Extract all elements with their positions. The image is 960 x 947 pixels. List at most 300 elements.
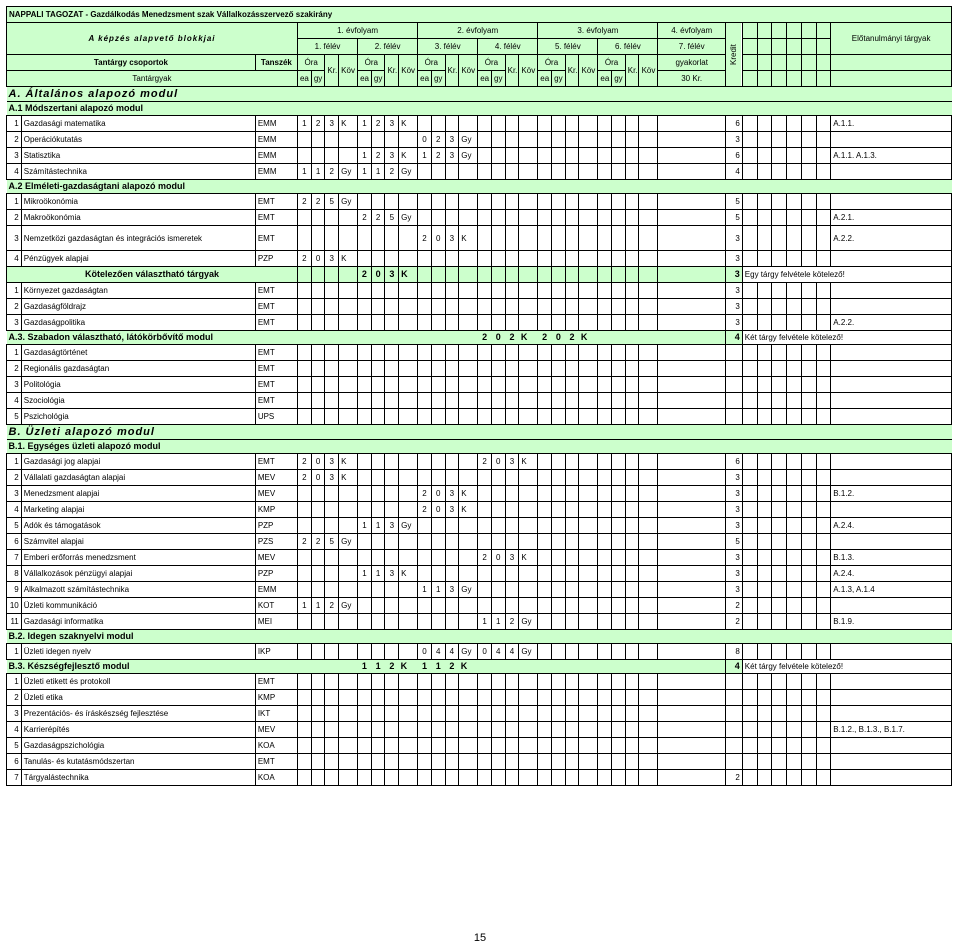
semester-cell	[505, 518, 519, 534]
course-name: Gazdaságpszichológia	[21, 738, 255, 754]
semester-cell	[491, 706, 505, 722]
blank-cell	[772, 566, 787, 582]
semester-cell	[579, 226, 598, 251]
semester-cell	[358, 614, 372, 630]
semester-cell	[612, 690, 626, 706]
semester-cell	[612, 210, 626, 226]
semester-cell: 5	[325, 534, 339, 550]
semester-cell	[565, 226, 579, 251]
blank-cell	[742, 409, 757, 425]
semester-cell	[371, 251, 385, 267]
blank-cell	[787, 299, 802, 315]
credit-cell: 2	[725, 598, 742, 614]
semester-cell: 1	[297, 116, 311, 132]
semester-cell	[339, 690, 358, 706]
blank-cell	[787, 194, 802, 210]
semester-cell	[371, 470, 385, 486]
semester-cell	[538, 722, 552, 738]
semester-cell	[579, 722, 598, 738]
semester-cell	[311, 550, 325, 566]
blank-cell	[757, 210, 772, 226]
semester-cell	[538, 116, 552, 132]
semester-cell	[358, 674, 372, 690]
semester-cell: 2	[505, 331, 519, 345]
semester-cell	[538, 582, 552, 598]
semester-cell	[371, 550, 385, 566]
semester-cell	[612, 722, 626, 738]
semester-cell	[297, 582, 311, 598]
credit-cell: 3	[725, 299, 742, 315]
semester-cell	[538, 502, 552, 518]
semester-cell	[431, 754, 445, 770]
blank-cell	[757, 534, 772, 550]
course-number: 1	[7, 345, 22, 361]
semester-cell: K	[339, 251, 358, 267]
course-number: 11	[7, 614, 22, 630]
semester-cell: Gy	[339, 534, 358, 550]
blank-cell	[801, 738, 816, 754]
credit-cell: 3	[725, 315, 742, 331]
course-number: 3	[7, 486, 22, 502]
semester-cell	[358, 377, 372, 393]
semester-cell	[552, 486, 566, 502]
semester-cell	[625, 226, 639, 251]
blank-cell	[816, 251, 831, 267]
semester-cell	[612, 251, 626, 267]
blank-cell	[787, 502, 802, 518]
semester-7-cell	[658, 660, 725, 674]
semester-cell: 2	[297, 454, 311, 470]
blank-cell	[816, 690, 831, 706]
semester-cell	[418, 598, 432, 614]
semester-cell	[538, 690, 552, 706]
semester-cell	[552, 660, 566, 674]
course-row	[7, 345, 952, 361]
semester-cell	[418, 518, 432, 534]
module-row	[7, 440, 952, 454]
semester-cell	[478, 706, 492, 722]
blank-cell	[742, 614, 757, 630]
semester-cell	[385, 706, 399, 722]
semester-7-cell	[658, 393, 725, 409]
semester-cell	[505, 582, 519, 598]
section-row	[7, 87, 952, 102]
semester-cell	[385, 251, 399, 267]
course-number: 3	[7, 377, 22, 393]
note-cell: Két tárgy felvétele kötelező!	[742, 660, 951, 674]
semester-cell	[625, 598, 639, 614]
semester-cell	[565, 614, 579, 630]
semester-cell	[538, 566, 552, 582]
semester-cell	[385, 770, 399, 786]
blank-cell	[816, 454, 831, 470]
semester-cell	[311, 315, 325, 331]
blank-cell	[816, 194, 831, 210]
prereq-cell	[831, 534, 952, 550]
semester-cell	[639, 738, 658, 754]
semester-cell: K	[459, 226, 478, 251]
blank-cell	[772, 534, 787, 550]
course-row	[7, 614, 952, 630]
blank-cell	[742, 582, 757, 598]
course-row	[7, 148, 952, 164]
semester-cell	[639, 194, 658, 210]
semester-cell	[478, 534, 492, 550]
semester-cell	[311, 361, 325, 377]
semester-cell	[297, 770, 311, 786]
blank-cell	[757, 614, 772, 630]
prereq-cell	[831, 598, 952, 614]
semester-cell: 0	[431, 502, 445, 518]
semester-cell	[565, 690, 579, 706]
semester-cell	[519, 393, 538, 409]
semester-1: 1. félév	[297, 39, 357, 55]
semester-cell	[358, 470, 372, 486]
prereq-cell: A.1.1.	[831, 116, 952, 132]
semester-cell	[445, 345, 459, 361]
semester-cell	[418, 614, 432, 630]
semester-cell	[639, 132, 658, 148]
prereq-cell	[831, 470, 952, 486]
semester-cell	[418, 331, 432, 345]
semester-cell	[311, 393, 325, 409]
semester-cell	[519, 267, 538, 283]
semester-cell	[625, 582, 639, 598]
semester-cell	[625, 706, 639, 722]
department-code: EMT	[255, 754, 297, 770]
course-name: Emberi erőforrás menedzsment	[21, 550, 255, 566]
semester-cell	[552, 738, 566, 754]
semester-cell	[325, 345, 339, 361]
blank-cell	[757, 55, 772, 71]
semester-cell	[538, 518, 552, 534]
semester-cell	[371, 486, 385, 502]
semester-cell	[385, 486, 399, 502]
semester-cell	[431, 331, 445, 345]
blank-cell	[757, 361, 772, 377]
semester-cell	[505, 598, 519, 614]
semester-cell	[612, 345, 626, 361]
document-title: NAPPALI TAGOZAT - Gazdálkodás Menedzsment szak Vállalkozásszervező szakirány	[7, 7, 952, 23]
course-number: 4	[7, 251, 22, 267]
semester-cell	[371, 770, 385, 786]
semester-cell	[385, 393, 399, 409]
module-title: A.3. Szabadon választható, látókörbővítő modul	[7, 331, 298, 345]
course-name: Marketing alapjai	[21, 502, 255, 518]
blank-cell	[772, 393, 787, 409]
semester-cell	[491, 738, 505, 754]
semester-cell: 2	[478, 454, 492, 470]
semester-cell	[358, 226, 372, 251]
semester-cell: Gy	[399, 164, 418, 180]
semester-cell	[565, 486, 579, 502]
blank-cell	[787, 210, 802, 226]
prereq-header-cont	[831, 55, 952, 71]
year-1: 1. évfolyam	[297, 23, 417, 39]
semester-cell	[445, 470, 459, 486]
course-number: 4	[7, 502, 22, 518]
blank-cell	[801, 534, 816, 550]
semester-cell	[639, 598, 658, 614]
semester-cell	[371, 226, 385, 251]
semester-cell	[339, 674, 358, 690]
course-row	[7, 226, 952, 251]
credit-cell: 3	[725, 251, 742, 267]
semester-cell: K	[459, 486, 478, 502]
semester-cell	[431, 518, 445, 534]
semester-cell	[445, 534, 459, 550]
department-code: EMT	[255, 454, 297, 470]
semester-cell	[491, 566, 505, 582]
blank-cell	[757, 23, 772, 39]
semester-cell	[297, 722, 311, 738]
semester-cell	[459, 518, 478, 534]
semester-cell	[297, 377, 311, 393]
course-number: 7	[7, 770, 22, 786]
semester-cell	[325, 226, 339, 251]
semester-cell	[358, 361, 372, 377]
prereq-header: Előtanulmányi tárgyak	[831, 23, 952, 55]
semester-cell	[579, 738, 598, 754]
semester-cell	[538, 644, 552, 660]
semester-cell	[459, 393, 478, 409]
semester-cell	[639, 470, 658, 486]
prereq-cell	[831, 690, 952, 706]
semester-cell	[552, 132, 566, 148]
department-code: MEV	[255, 470, 297, 486]
semester-cell	[538, 267, 552, 283]
semester-cell	[311, 283, 325, 299]
semester-cell	[445, 614, 459, 630]
semester-cell	[478, 393, 492, 409]
blank-cell	[742, 55, 757, 71]
blank-cell	[742, 674, 757, 690]
department-code: EMT	[255, 315, 297, 331]
semester-cell	[418, 283, 432, 299]
blank-cell	[757, 251, 772, 267]
semester-cell	[519, 315, 538, 331]
prereq-cell	[831, 754, 952, 770]
blank-cell	[787, 226, 802, 251]
semester-cell: 2	[445, 660, 459, 674]
course-row	[7, 393, 952, 409]
semester-cell	[431, 470, 445, 486]
blank-cell	[801, 210, 816, 226]
semester-cell	[431, 598, 445, 614]
semester-cell	[297, 614, 311, 630]
department-code: MEI	[255, 614, 297, 630]
semester-cell	[418, 738, 432, 754]
course-row	[7, 754, 952, 770]
semester-cell	[612, 377, 626, 393]
ea-label: ea	[358, 71, 372, 87]
semester-cell	[459, 722, 478, 738]
semester-cell	[459, 770, 478, 786]
semester-cell	[418, 409, 432, 425]
semester-cell	[459, 566, 478, 582]
blank-cell	[742, 486, 757, 502]
semester-cell: 1	[311, 164, 325, 180]
credit-cell: 2	[725, 770, 742, 786]
semester-cell	[552, 674, 566, 690]
semester-cell	[431, 164, 445, 180]
semester-7-cell	[658, 770, 725, 786]
semester-cell	[478, 722, 492, 738]
semester-cell	[639, 116, 658, 132]
semester-cell: 2	[431, 132, 445, 148]
semester-cell	[297, 409, 311, 425]
semester-cell	[612, 299, 626, 315]
semester-cell: 0	[311, 251, 325, 267]
semester-cell: 3	[385, 267, 399, 283]
semester-cell	[311, 148, 325, 164]
semester-cell	[612, 486, 626, 502]
semester-cell	[385, 283, 399, 299]
prereq-cell	[831, 164, 952, 180]
semester-cell	[491, 393, 505, 409]
semester-cell	[339, 377, 358, 393]
blank-cell	[816, 550, 831, 566]
semester-cell	[445, 283, 459, 299]
blank-cell	[816, 706, 831, 722]
blank-cell	[787, 614, 802, 630]
semester-cell	[311, 518, 325, 534]
semester-cell	[339, 614, 358, 630]
blank-cell	[772, 582, 787, 598]
blank-cell	[816, 518, 831, 534]
semester-7-cell	[658, 582, 725, 598]
semester-cell: 0	[311, 470, 325, 486]
semester-cell	[399, 283, 418, 299]
semester-cell	[505, 267, 519, 283]
semester-cell	[552, 454, 566, 470]
semester-cell	[598, 393, 612, 409]
semester-cell: 2	[418, 226, 432, 251]
department-code: EMM	[255, 148, 297, 164]
blank-cell	[757, 164, 772, 180]
blank-cell	[787, 770, 802, 786]
department-code: EMT	[255, 283, 297, 299]
semester-cell	[639, 299, 658, 315]
blank-cell	[772, 674, 787, 690]
semester-cell	[478, 690, 492, 706]
semester-cell	[579, 470, 598, 486]
prereq-cell: A.2.2.	[831, 226, 952, 251]
semester-cell	[538, 148, 552, 164]
semester-cell	[399, 345, 418, 361]
semester-cell	[445, 409, 459, 425]
semester-cell	[552, 706, 566, 722]
semester-cell: 2	[371, 210, 385, 226]
semester-cell	[579, 210, 598, 226]
semester-cell	[625, 361, 639, 377]
semester-cell	[552, 283, 566, 299]
semester-cell	[445, 754, 459, 770]
semester-cell	[505, 534, 519, 550]
blank-cell	[742, 754, 757, 770]
blank-cell	[772, 164, 787, 180]
semester-cell	[385, 194, 399, 210]
semester-cell	[478, 566, 492, 582]
semester-cell	[625, 550, 639, 566]
semester-cell	[339, 299, 358, 315]
semester-cell	[552, 148, 566, 164]
prereq-cell	[831, 454, 952, 470]
semester-cell	[311, 210, 325, 226]
semester-7-cell	[658, 754, 725, 770]
note-cell: Egy tárgy felvétele kötelező!	[742, 267, 951, 283]
course-number: 5	[7, 738, 22, 754]
semester-cell: 2	[538, 331, 552, 345]
semester-cell: 1	[491, 614, 505, 630]
curriculum-table	[6, 6, 952, 786]
blank-cell	[772, 598, 787, 614]
blank-cell	[787, 345, 802, 361]
semester-cell	[371, 331, 385, 345]
blank-cell	[787, 393, 802, 409]
semester-cell	[371, 534, 385, 550]
semester-cell	[478, 226, 492, 251]
semester-cell: K	[519, 550, 538, 566]
semester-cell	[339, 283, 358, 299]
page-number: 15	[473, 932, 487, 944]
course-number: 2	[7, 470, 22, 486]
semester-cell	[538, 226, 552, 251]
semester-cell: Gy	[519, 614, 538, 630]
course-number: 3	[7, 148, 22, 164]
blank-cell	[772, 486, 787, 502]
semester-cell	[491, 377, 505, 393]
semester-cell	[339, 315, 358, 331]
semester-cell	[339, 148, 358, 164]
semester-cell	[505, 164, 519, 180]
semester-cell	[371, 598, 385, 614]
semester-cell	[478, 582, 492, 598]
semester-cell	[459, 116, 478, 132]
semester-cell	[478, 502, 492, 518]
semester-cell	[431, 345, 445, 361]
semester-7-cell	[658, 470, 725, 486]
semester-cell	[418, 164, 432, 180]
semester-cell	[431, 454, 445, 470]
blank-cell	[816, 722, 831, 738]
gy-label: gy	[612, 71, 626, 87]
semester-cell	[358, 283, 372, 299]
semester-cell	[538, 754, 552, 770]
semester-cell	[579, 148, 598, 164]
prereq-cell	[831, 345, 952, 361]
semester-cell	[598, 644, 612, 660]
credit-cell	[725, 722, 742, 738]
semester-cell	[371, 315, 385, 331]
department-code: KOA	[255, 770, 297, 786]
semester-cell	[459, 331, 478, 345]
semester-cell	[445, 722, 459, 738]
blank-cell	[816, 361, 831, 377]
blank-cell	[801, 770, 816, 786]
semester-cell	[519, 674, 538, 690]
semester-cell	[612, 361, 626, 377]
prereq-cell	[831, 194, 952, 210]
semester-cell	[519, 486, 538, 502]
semester-cell	[478, 194, 492, 210]
semester-cell: 1	[371, 518, 385, 534]
semester-cell	[538, 470, 552, 486]
course-number: 8	[7, 566, 22, 582]
semester-cell	[325, 770, 339, 786]
semester-cell	[418, 345, 432, 361]
semester-cell	[579, 706, 598, 722]
